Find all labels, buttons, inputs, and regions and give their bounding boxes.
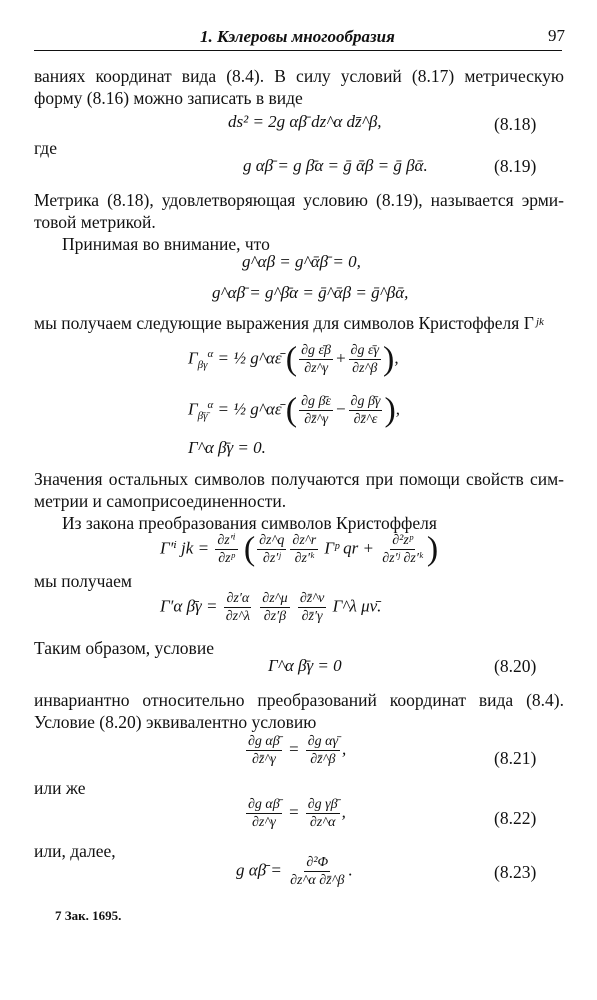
christoffel-eq-3: Γ^α β̄γ = 0. [188, 438, 266, 457]
christoffel-index: jk [536, 316, 544, 328]
text-line: ваниях координат вида (8.4). В силу условий (8.17) метрическую [34, 66, 564, 86]
christoffel-eq-2: $\Gamma_{\betā\gammā}^\alpha$ = ½ g^αε̄ ( $\frac{\text{∂g β̄ε}}{\partial z̄\^{}\gamma}$ − $\frac{\text{∂g β̄γ}}{\partial z̄\^{}\varepsilon}$ ), [188, 391, 401, 429]
transformed-symbol-eq: Γ′α β̄γ = $\frac{\partial z'\alpha}{\partial z\^{}\lambda}$ $\frac{\partial z\^{}\mu}{\partial z'\beta}$ $\frac{\partial z̄\^{}\nu}{\partial z̄'\gamma}$ Γ^λ μν̄. [160, 591, 382, 624]
equation-number: (8.23) [494, 862, 537, 882]
equation-number: (8.19) [494, 156, 537, 176]
text-line: или, далее, [34, 841, 116, 861]
text-line: мы получаем [34, 571, 132, 591]
text-line: Метрика (8.18), удовлетворяющая условию (8.19), называется эрми- [34, 190, 564, 210]
text-line: Условие (8.20) эквивалентно условию [34, 712, 317, 732]
running-title: 1. Кэлеровы многообразия [200, 27, 395, 46]
equation-8-18: ds² = 2g αβ̄ dz^α dz̄^β, [228, 112, 382, 131]
text-line: инвариантно относительно преобразований координат вида (8.4). [34, 690, 564, 710]
text-line: товой метрикой. [34, 212, 156, 232]
text-line: где [34, 138, 57, 158]
text-line: мы получаем следующие выражения для символов Кристоффеля Γ [34, 313, 534, 333]
equation-8-23: g αβ̄ = $\frac{\text{∂²Φ}}{\partial z\^{}\alpha \partial z̄\^{}\beta}$ . [236, 855, 353, 888]
equation-8-21: $\frac{\text{∂g αβ̄}}{\partial z̄\^{}\gamma}$ = $\frac{\text{∂g αγ̄}}{\partial z̄\^{}\beta}$ , [248, 734, 347, 767]
text-line: Значения остальных символов получаются при помощи свойств сим- [34, 469, 564, 489]
page-number: 97 [548, 26, 565, 45]
equation-8-20: Γ^α β̄γ = 0 [268, 656, 342, 675]
printer-signature: 7 Зак. 1695. [55, 908, 122, 923]
inverse-metric-eq-2: g^αβ̄ = g^β̄α = ḡ^ᾱβ = ḡ^βᾱ, [212, 283, 409, 302]
header-rule [34, 50, 562, 51]
text-line: метрии и самоприсоединенности. [34, 491, 287, 511]
text-line: или же [34, 778, 86, 798]
equation-8-19: g αβ̄ = g β̄α = ḡ ᾱβ = ḡ βᾱ. [243, 156, 428, 175]
equation-8-22: $\frac{\text{∂g αβ̄}}{\partial z\^{}\gamma}$ = $\frac{\text{∂g γβ̄}}{\partial z\^{}\alpha}$ , [248, 797, 346, 830]
text-line: Таким образом, условие [34, 638, 214, 658]
inverse-metric-eq-1: g^αβ = g^ᾱβ̄ = 0, [242, 252, 361, 271]
equation-number: (8.22) [494, 808, 537, 828]
transformation-law-eq: Γ′ⁱ jk = $\frac{\text{∂z′ⁱ}}{\text{∂zᵖ}}$ ( $\frac{\partial z\^{}q}{\text{∂z′ʲ}}$ $\frac{\partial z\^{}r}{\text{∂z′ᵏ}}$ Γᵖ qr + $\frac{\text{∂²zᵖ}}{\text{∂z′ʲ ∂z′ᵏ}}$ ) [160, 530, 439, 568]
text-line: форму (8.16) можно записать в виде [34, 88, 303, 108]
text-line: Принимая во внимание, что [62, 234, 270, 254]
equation-number: (8.18) [494, 114, 537, 134]
equation-number: (8.20) [494, 656, 537, 676]
text-line: Из закона преобразования символов Кристоффеля [62, 513, 437, 533]
equation-number: (8.21) [494, 748, 537, 768]
christoffel-eq-1: $\Gamma_{\beta\gamma}^\alpha$ = ½ g^αε̄ ( $\frac{\text{∂g ε̄β}}{\partial z\^{}\gamma}$ + $\frac{\text{∂g ε̄γ}}{\partial z\^{}\beta}$ ), [188, 340, 399, 378]
